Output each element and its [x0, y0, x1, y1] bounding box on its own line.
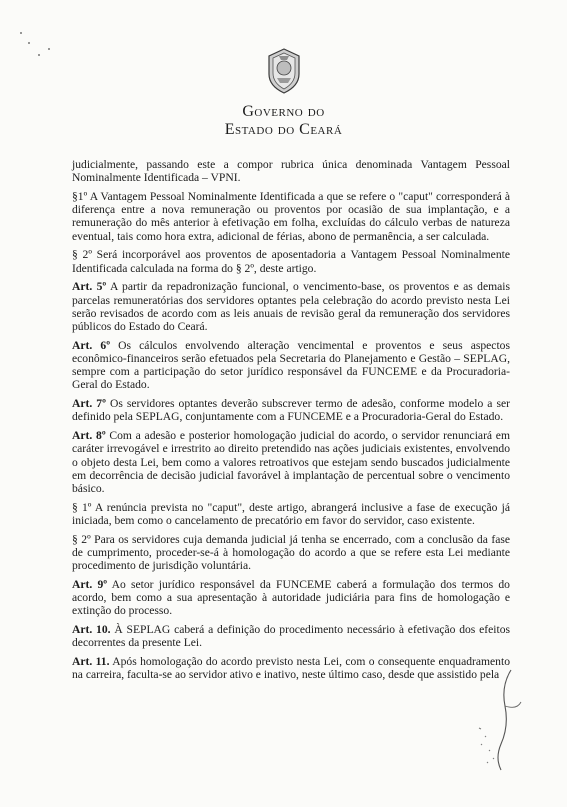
document-body	[72, 158, 510, 687]
paragraph-label: § 1º	[72, 500, 92, 514]
paragraph-label: § 2º	[72, 532, 91, 546]
paragraph-continuation	[72, 158, 510, 184]
header-government-title: Governo do	[242, 103, 325, 120]
article-label: Art. 6º	[72, 338, 111, 352]
paragraph-art9	[72, 578, 510, 618]
paragraph-text: À SEPLAG caberá a definição do procedimento necessário à efetivação dos efeitos decorrentes da presente Lei.	[72, 623, 510, 650]
paragraph-label: § 2º	[72, 248, 92, 262]
paragraph-text: Será incorporável aos proventos de aposentadoria a Vantagem Pessoal Nominalmente Identificada calculada na forma do § 2º, deste artigo.	[72, 248, 510, 275]
article-label: Art. 11.	[72, 655, 110, 669]
paragraph-text: Os servidores optantes deverão subscrever termo de adesão, conforme modelo a ser definido pela SEPLAG, conjuntamente com a FUNCEME e a Procuradoria-Geral do Estado.	[72, 397, 510, 424]
paragraph-text: A Vantagem Pessoal Nominalmente Identificada a que se refere o "caput" corresponderá à diferença entre a nova remuneração ou proventos por ocasião de sua implantação, e a remuneração do mês anterior à efetivação em folha, excluídas do cálculo verbas de natureza eventual, tais como hora extra, adicional de férias, abono de permanência, a ser calculada.	[72, 190, 510, 243]
paragraph-art6	[72, 339, 510, 392]
paragraph-text: Para os servidores cuja demanda judicial já tenha se encerrado, com a conclusão da fase de cumprimento, proceder-se-á à homologação do acordo a que se refere esta Lei mediante procedimento de jurisdição voluntária.	[72, 532, 510, 573]
paragraph-text: Ao setor jurídico responsável da FUNCEME caberá a formulação dos termos do acordo, bem como a sua apresentação à autoridade judiciária para fins de homologação e extinção do processo.	[72, 578, 510, 618]
article-label: Art. 5º	[72, 280, 107, 294]
article-label: Art. 10.	[72, 623, 111, 637]
paragraph-art11	[72, 655, 510, 681]
paragraph-art10	[72, 623, 510, 649]
paragraph-text: Após homologação do acordo previsto nesta Lei, com o consequente enquadramento na carreira, faculta-se ao servidor ativo e inativo, neste último caso, desde que assistido pela	[72, 655, 511, 682]
header-state-title: Estado do Ceará	[224, 121, 343, 138]
state-coat-of-arms-icon	[266, 48, 302, 94]
paragraph-text: A renúncia prevista no "caput", deste artigo, abrangerá inclusive a fase de execução já iniciada, bem como o cancelamento de precatório em favor do servidor, caso existente.	[72, 500, 510, 528]
paragraph-label: §1º	[72, 190, 88, 203]
article-label: Art. 9º	[72, 578, 108, 592]
article-label: Art. 8º	[72, 429, 106, 443]
paragraph-art8-par1	[72, 501, 510, 527]
paragraph-par1	[72, 190, 510, 243]
paragraph-art7	[72, 397, 510, 423]
paragraph-text: Com a adesão e posterior homologação judicial do acordo, o servidor renunciará em caráter irrevogável e irrestrito ao direito pretendido nas ações judiciais existentes, envolvendo o objeto desta Lei, bem como a valores retroativos que estejam sendo buscados judicialmente em decorrência de decisão judicial favorável à implantação de percentual sobre o vencimento básico.	[72, 429, 510, 496]
handwritten-signature	[471, 666, 531, 776]
paragraph-text: A partir da repadronização funcional, o vencimento-base, os proventos e as demais parcelas remuneratórias dos servidores optantes pela celebração do acordo previsto nesta Lei serão revisados de acordo com as leis anuais de revisão geral da remuneração dos servidores públicos do Estado do Ceará.	[72, 280, 510, 334]
paragraph-art5	[72, 280, 510, 333]
letterhead	[0, 48, 567, 139]
article-label: Art. 7º	[72, 397, 106, 411]
paragraph-art8-par2	[72, 533, 510, 573]
paragraph-text: judicialmente, passando este a compor rubrica única denominada Vantagem Pessoal Nominalmente Identificada – VPNI.	[72, 158, 510, 185]
paragraph-par2	[72, 248, 510, 274]
paragraph-text: Os cálculos envolvendo alteração vencimental e proventos e seus aspectos econômico-financeiros serão efetuados pela Secretaria do Planejamento e Gestão – SEPLAG, sempre com a participação do setor jurídico responsável da FUNCEME e da Procuradoria-Geral do Estado.	[72, 338, 510, 392]
paragraph-art8	[72, 429, 510, 495]
